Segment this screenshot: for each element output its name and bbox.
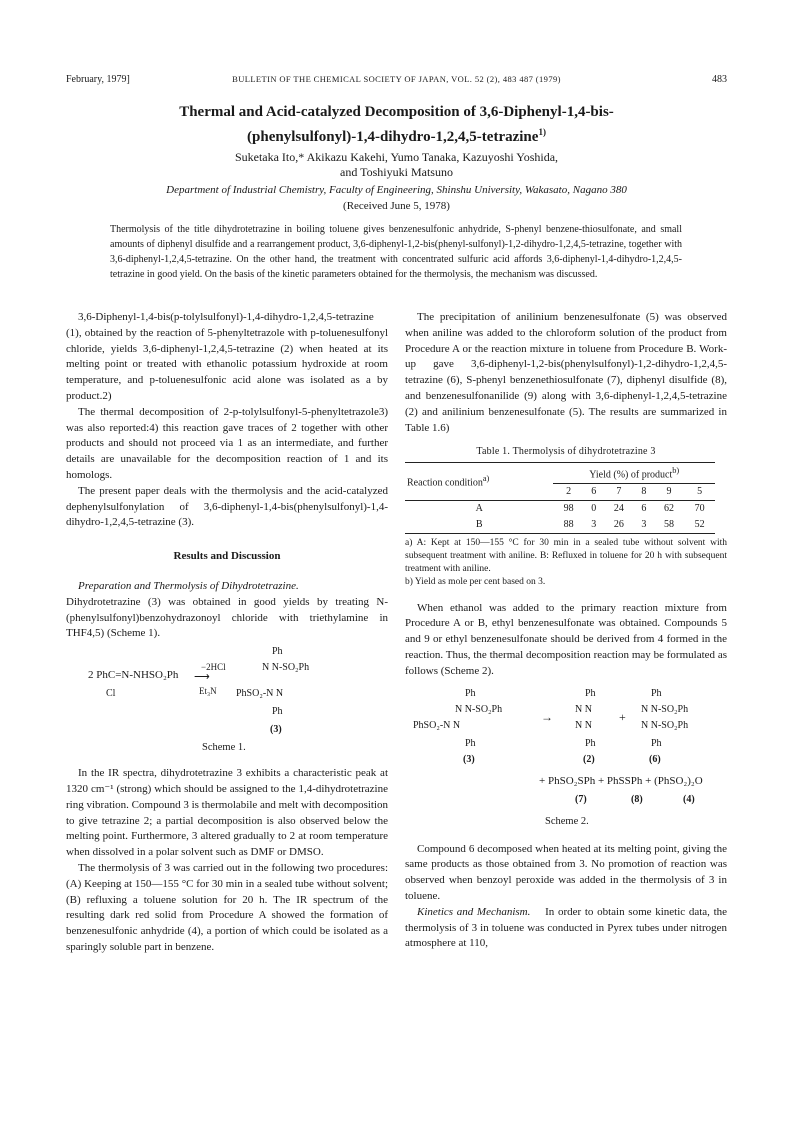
scheme1-arrow-top: −2HCl (201, 662, 226, 673)
table-row (405, 501, 715, 517)
table-caption: Table 1. Thermolysis of dihydrotetrazine 3 (476, 446, 656, 458)
table-cell: 52 (694, 518, 705, 530)
paragraph: Dihydrotetrazine (3) was obtained in good yields by treating N-(phenylsulfonyl)benzohydrazonoyl chloride with triethylamine in THF4,5) (Scheme 1). (66, 595, 388, 640)
author-list (60, 150, 733, 180)
scheme1-ring-lower: PhSO₂-N N (236, 688, 284, 700)
paragraph (405, 905, 727, 952)
table-header-cell: 9 (666, 486, 672, 498)
scheme2-label-3: (3) (463, 753, 475, 765)
paragraph: The thermal decomposition of 2-p-tolylsulfonyl-5-phenyltetrazole3) was also reported:4) this reaction gave traces of 2 together with other products and should not proceed via 1 as an intermediate, and further details are unavailable for the decomposition reaction of 1 and its homologs. (66, 405, 388, 481)
table-note-b: b) Yield as mole per cent based on 3. (405, 576, 546, 587)
table-header-cell: 7 (616, 486, 622, 498)
scheme2-arrow: → (541, 709, 553, 724)
subsection-heading: Kinetics and Mechanism. (417, 905, 531, 918)
table-cell: B (475, 518, 483, 530)
scheme-2 (405, 680, 727, 842)
paragraph (66, 579, 388, 595)
paragraph: The thermolysis of 3 was carried out in the following two procedures: (A) Keeping at 150—155 °C for 30 min in a sealed tube without solvent; (B) refluxing a toluene solution for 20 h. The IR spectrum of the resulting dark red solid from Procedure A showed the formation of benzenesulfonic anhydride (4), a portion of which could be isolated as a sparingly soluble part in benzene. (66, 861, 388, 953)
scheme1-label: (3) (270, 724, 282, 736)
paragraph-text: In order to obtain some kinetic data, the thermolysis of 3 in toluene was conducted in Pyrex tubes under nitrogen atmosphere at 110, (405, 905, 728, 950)
table-cell: 58 (663, 518, 674, 530)
table-header-cell: 5 (697, 486, 703, 498)
subsection-heading: Preparation and Thermolysis of Dihydrotetrazine. (78, 579, 299, 592)
scheme2-c2-upper: N N (575, 703, 592, 715)
table-cell: 70 (694, 503, 705, 515)
paragraph: Compound 6 decomposed when heated at its melting point, giving the same products as those obtained from 3. No promotion of reaction was observed when benzoyl peroxide was added in the thermolysis of 3 in toluene. (405, 842, 727, 903)
table-cell: 24 (613, 503, 624, 515)
scheme1-ring-upper: N N-SO₂Ph (262, 662, 310, 674)
title-footnote-mark: 1) (538, 127, 546, 137)
paper-title (60, 102, 733, 147)
left-column (66, 310, 388, 956)
scheme2-ph: Ph (651, 737, 662, 749)
section-heading: Results and Discussion (173, 550, 281, 563)
affiliation: Department of Industrial Chemistry, Faculty of Engineering, Shinshu University, Wakasato, Nagano 380 (166, 184, 627, 196)
table-header-cell: 8 (641, 486, 647, 498)
scheme1-reactant: 2 PhC=N-NHSO₂Ph (88, 669, 179, 682)
table-1 (405, 462, 715, 534)
scheme1-arrow-bottom: Et₃N (199, 686, 217, 697)
table-cell: 6 (641, 503, 647, 515)
table-row (405, 517, 715, 533)
table-cell: 62 (663, 503, 674, 515)
paragraph: The present paper deals with the thermolysis and the acid-catalyzed dephenylsulfonylation of 3,6-diphenyl-1,4-bis(phenylsulfonyl)-1,4-dihydro-1,2,4,5-tetrazine (3). (66, 484, 388, 529)
scheme2-label-2: (2) (583, 753, 595, 765)
table-header-cell: 6 (591, 486, 597, 498)
paragraph: When ethanol was added to the primary reaction mixture from Procedure A or B, ethyl benzenesulfonate was obtained. Compounds 5 and 9 or ethyl benzenesulfonate should be derived from 4 formed in the reaction. Thus, the thermal decomposition reaction may be formulated as follows (Scheme 2). (405, 601, 727, 677)
running-header (66, 74, 727, 88)
scheme2-plus: + (619, 709, 626, 724)
paragraph: 3,6-Diphenyl-1,4-bis(p-tolylsulfonyl)-1,4-dihydro-1,2,4,5-tetrazine (1), obtained by the reaction of 5-phenyltetrazole with p-toluenesulfonyl chloride, yields 3,6-diphenyl-1,2,4,5-tetrazine (2) when heated at its melting point or treated with ethanolic potassium hydroxide at room temperature, and p-toluenesulfonic acid alone was isolated as a by product.2) (66, 311, 388, 402)
scheme2-label-6: (6) (649, 753, 661, 765)
scheme1-ph-bottom: Ph (272, 706, 283, 718)
table-col-reaction-condition: Reaction condition$^{a)}$ (407, 474, 490, 489)
scheme2-ph: Ph (585, 687, 596, 699)
table-cell: 26 (613, 518, 624, 530)
table-note-a: a) A: Kept at 150—155 °C for 30 min in a sealed tube without solvent with subsequent treatment with aniline. B: Refluxed in toluene for 20 h with subsequent treatment with aniline. (405, 537, 727, 574)
table-cell: A (475, 503, 483, 515)
header-journal: BULLETIN OF THE CHEMICAL SOCIETY OF JAPAN, VOL. 52 (2), 483 487 (1979) (232, 74, 561, 84)
table-cell: 0 (591, 503, 597, 515)
table-col-yield: Yield (%) of product$^{b)}$ (553, 463, 715, 484)
abstract: Thermolysis of the title dihydrotetrazine in boiling toluene gives benzenesulfonic anhydride, S-phenyl benzene-thiosulfonate, and small amounts of diphenyl disulfide and a rearrangement product, 3,6-diphenyl-1,2-bis(phenyl-sulfonyl)-1,2-dihydro-1,2,4,5-tetrazine, together with 3,6-diphenyl-1,2,4,5-tetrazine. On the other hand, the treatment with concentrated sulfuric acid affords 3,6-diphenyl-1,4-dihydro-1,2,4,5-tetrazine in good yield. On the basis of the kinetic parameters obtained for the thermolysis, the mechanism was discussed. (110, 224, 682, 280)
table-cell: 3 (591, 518, 597, 530)
scheme2-label-8: (8) (631, 793, 643, 805)
scheme2-c3-lower: PhSO₂-N N (413, 719, 461, 731)
scheme1-reactant-cl: Cl (106, 688, 116, 700)
paragraph: The precipitation of anilinium benzenesulfonate (5) was observed when aniline was added to the chloroform solution of the product from Procedure A or the reaction mixture in toluene from Procedure B. Work-up gave 3,6-diphenyl-1,2-bis(phenylsulfonyl)-1,2-dihydro-1,2,4,5-tetrazine (6), S-phenyl benzenethiosulfonate (7), diphenyl disulfide (8), and benzenesulfonanilide (9) along with 3,6-diphenyl-1,2,4,5-tetrazine (2) and anilinium benzenesulfonate (5). The results are summarized in Table 1.6) (405, 311, 727, 434)
scheme2-c3-upper: N N-SO₂Ph (455, 703, 503, 715)
scheme1-caption: Scheme 1. (202, 742, 246, 754)
received-date: (Received June 5, 1978) (343, 200, 450, 212)
scheme2-ph: Ph (651, 687, 662, 699)
scheme2-label-7: (7) (575, 793, 587, 805)
scheme1-ph-top: Ph (272, 646, 283, 658)
table-header-cell: 2 (566, 486, 572, 498)
table-cell: 88 (563, 518, 574, 530)
scheme2-ph: Ph (465, 687, 476, 699)
scheme2-c6-lower: N N-SO₂Ph (641, 719, 689, 731)
scheme1-arrow: ⟶ (194, 671, 210, 684)
scheme2-label-4: (4) (683, 793, 695, 805)
scheme2-ph: Ph (465, 737, 476, 749)
right-column (405, 310, 727, 952)
scheme2-c6-upper: N N-SO₂Ph (641, 703, 689, 715)
scheme2-line-2: + PhSO₂SPh + PhSSPh + (PhSO₂)₂O (539, 774, 703, 787)
scheme2-ph: Ph (585, 737, 596, 749)
title-line-2 (60, 122, 733, 147)
header-page-number: 483 (712, 74, 727, 85)
authors-line-1: Suketaka Ito,* Akikazu Kakehi, Yumo Tanaka, Kazuyoshi Yoshida, (234, 150, 559, 164)
title-line-1: Thermal and Acid-catalyzed Decomposition of 3,6-Diphenyl-1,4-bis- (179, 104, 614, 120)
paragraph: In the IR spectra, dihydrotetrazine 3 exhibits a characteristic peak at 1320 cm⁻¹ (strong) which should be assigned to the 1,4-dihydrotetrazine ring vibration. Compound 3 is thermolabile and melt with decomposition to give tetrazine 2; a partial decomposition is also observed below the melting point. Furthermore, 3 altered gradually to 2 at room temperature when dissolved in a polar solvent such as DMF or DMSO. (66, 767, 389, 859)
scheme2-caption: Scheme 2. (545, 815, 589, 827)
scheme2-c2-lower: N N (575, 719, 592, 731)
scheme-1 (66, 642, 388, 758)
title-line-2-text: (phenylsulfonyl)-1,4-dihydro-1,2,4,5-tetrazine (247, 129, 539, 145)
table-cell: 3 (641, 518, 647, 530)
authors-line-2: and Toshiyuki Matsuno (340, 165, 453, 179)
table-cell: 98 (563, 503, 574, 515)
header-date: February, 1979] (66, 74, 130, 85)
